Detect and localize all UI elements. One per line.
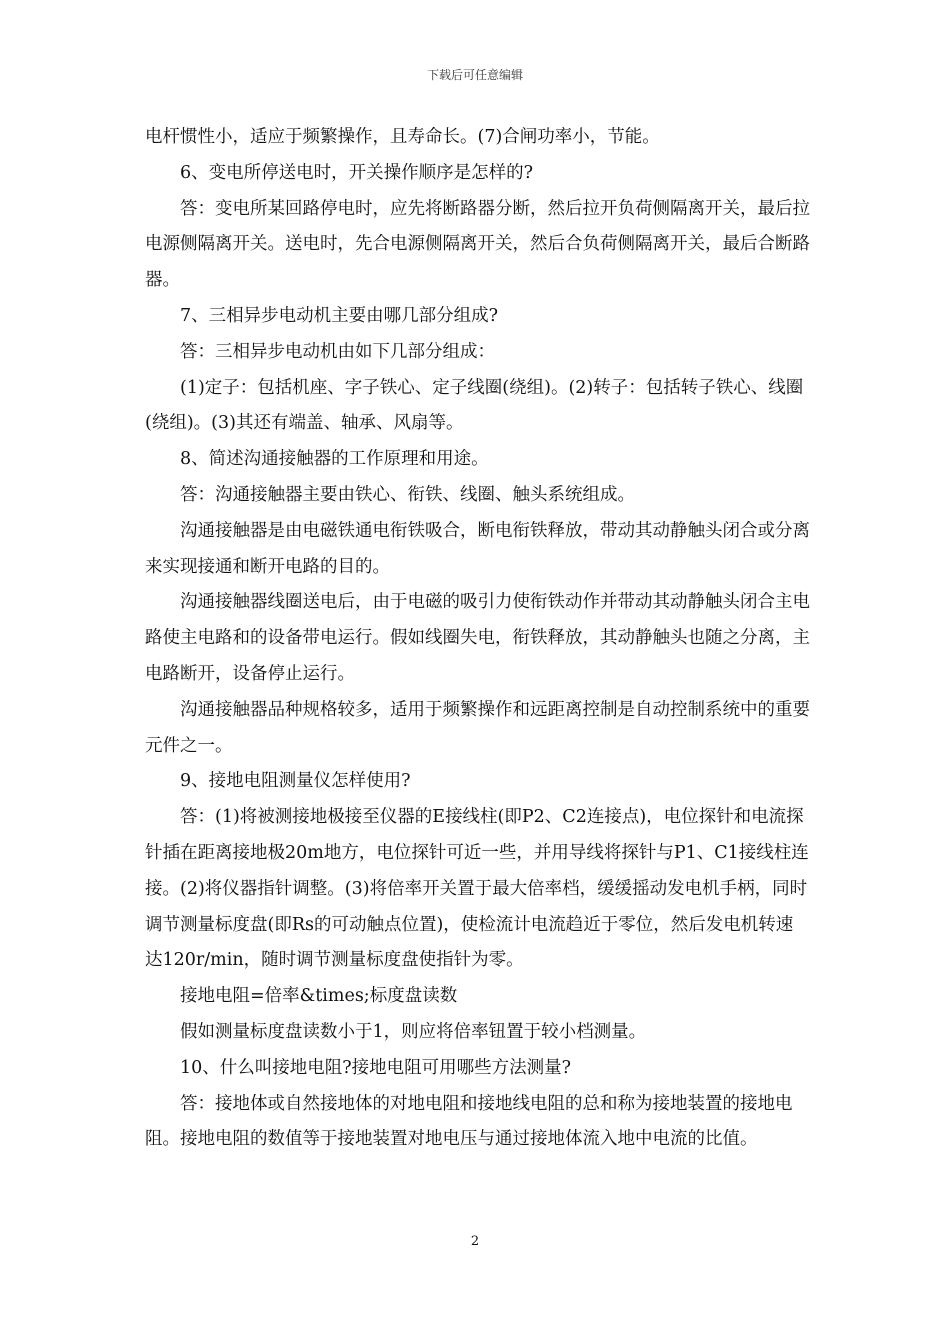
answer-paragraph: 答：(1)将被测接地极接至仪器的E接线柱(即P2、C2连接点)，电位探针和电流探针插在距离接地极20m地方，电位探针可近一些，并用导线将探针与P1、C1接线柱连接。(2)将仪器指针调整。(3)将倍率开关置于最大倍率档，缓缓摇动发电机手柄，同时调节测量标度盘(即Rs的可动触点位置)，使检流计电流趋近于零位，然后发电机转速达120r/min，随时调节测量标度盘使指针为零。 [145,807,809,971]
paragraph: 沟通接触器品种规格较多，适用于频繁操作和远距离控制是自动控制系统中的重要元件之一。 [145,699,810,756]
paragraph: (1)定子：包括机座、字子铁心、定子线圈(绕组)。(2)转子：包括转子铁心、线圈(绕组)。(3)其还有端盖、轴承、风扇等。 [145,377,804,434]
paragraph: 电杆惯性小，适应于频繁操作，且寿命长。(7)合闸功率小，节能。 [145,127,660,147]
paragraph: 沟通接触器线圈送电后，由于电磁的吸引力使衔铁动作并带动其动静触头闭合主电路使主电路和的设备带电运行。假如线圈失电，衔铁释放，其动静触头也随之分离，主电路断开，设备停止运行。 [145,592,810,684]
question-heading: 8、简述沟通接触器的工作原理和用途。 [180,449,489,470]
paragraph: 沟通接触器是由电磁铁通电衔铁吸合，断电衔铁释放，带动其动静触头闭合或分离来实现接通和断开电路的目的。 [145,520,810,577]
answer-paragraph: 答：变电所某回路停电时，应先将断路器分断，然后拉开负荷侧隔离开关，最后拉电源侧隔离开关。送电时，先合电源侧隔离开关，然后合负荷侧隔离开关，最后合断路器。 [145,198,810,291]
page-number: 2 [470,1234,480,1249]
paragraph: 假如测量标度盘读数小于1，则应将倍率钮置于较小档测量。 [180,1021,647,1042]
document-body [145,120,810,1158]
answer-paragraph: 答：沟通接触器主要由铁心、衔铁、线圈、触头系统组成。 [180,484,635,505]
question-heading: 10、什么叫接地电阻?接地电阻可用哪些方法测量? [180,1057,572,1078]
page-header: 下载后可任意编辑 [426,68,523,82]
question-heading: 6、变电所停送电时，开关操作顺序是怎样的? [180,162,534,183]
question-heading: 7、三相异步电动机主要由哪几部分组成? [180,305,499,326]
question-heading: 9、接地电阻测量仪怎样使用? [180,771,411,792]
answer-paragraph: 答：三相异步电动机由如下几部分组成： [180,341,495,362]
formula-line: 接地电阻=倍率&times;标度盘读数 [180,986,458,1007]
answer-paragraph: 答：接地体或自然接地体的对地电阻和接地线电阻的总和称为接地装置的接地电阻。接地电阻的数值等于接地装置对地电压与通过接地体流入地中电流的比值。 [145,1093,793,1150]
